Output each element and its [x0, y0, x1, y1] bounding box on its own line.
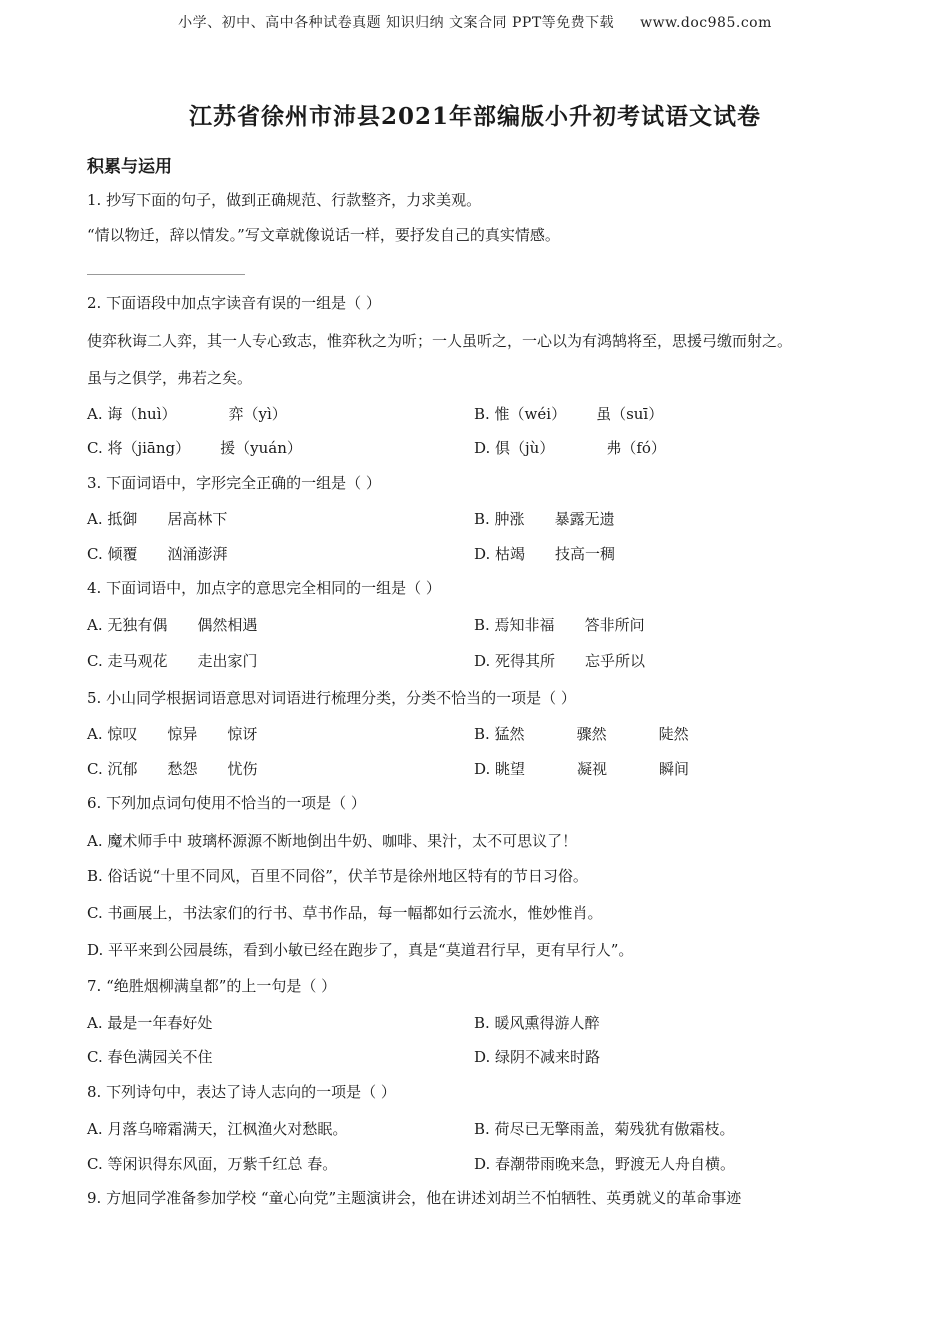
- q8-option-c: C. 等闲识得东风面，万紫千红总 春。: [87, 1155, 338, 1173]
- header-site: www.doc985.com: [640, 15, 772, 31]
- answer-blank-line: [87, 274, 245, 275]
- q2-option-b: B. 惟（wéi） 虽（suī）: [474, 405, 664, 423]
- q8-option-d: D. 春潮带雨晚来急，野渡无人舟自横。: [474, 1155, 736, 1173]
- q3-option-c: C. 倾覆 汹涌澎湃: [87, 545, 228, 563]
- q4-stem: 4. 下面词语中，加点字的意思完全相同的一组是（ ）: [87, 579, 441, 597]
- q6-option-a: A. 魔术师手中 玻璃杯源源不断地倒出牛奶、咖啡、果汁，太不可思议了！: [87, 832, 578, 850]
- q7-option-a: A. 最是一年春好处: [87, 1014, 213, 1032]
- q7-stem: 7. “绝胜烟柳满皇都”的上一句是（ ）: [87, 977, 337, 995]
- q2-passage-2: 虽与之俱学，弗若之矣。: [87, 369, 253, 387]
- q3-stem: 3. 下面词语中，字形完全正确的一组是（ ）: [87, 474, 381, 492]
- page-header: [0, 12, 950, 32]
- q5-stem: 5. 小山同学根据词语意思对词语进行梳理分类，分类不恰当的一项是（ ）: [87, 689, 576, 707]
- q4-option-a: A. 无独有偶 偶然相遇: [87, 616, 258, 634]
- q2-passage-1: 使弈秋诲二人弈，其一人专心致志，惟弈秋之为听；一人虽听之，一心以为有鸿鹄将至，思援弓缴而射之。: [87, 332, 793, 350]
- header-text: 小学、初中、高中各种试卷真题 知识归纳 文案合同 PPT等免费下载: [178, 15, 615, 31]
- q5-option-b: B. 猛然 骤然 陡然: [474, 725, 689, 743]
- q2-stem: 2. 下面语段中加点字读音有误的一组是（ ）: [87, 294, 381, 312]
- q2-option-c: C. 将（jiāng） 援（yuán）: [87, 439, 302, 457]
- q2-option-a: A. 诲（huì） 弈（yì）: [87, 405, 287, 423]
- q7-option-d: D. 绿阴不减来时路: [474, 1048, 601, 1066]
- q2-option-d: D. 俱（jù） 弗（fó）: [474, 439, 666, 457]
- q4-option-c: C. 走马观花 走出家门: [87, 652, 258, 670]
- q4-option-d: D. 死得其所 忘乎所以: [474, 652, 646, 670]
- q6-option-c: C. 书画展上，书法家们的行书、草书作品，每一幅都如行云流水，惟妙惟肖。: [87, 904, 603, 922]
- q3-option-a: A. 抵御 居高林下: [87, 510, 228, 528]
- q8-option-a: A. 月落乌啼霜满天，江枫渔火对愁眠。: [87, 1120, 348, 1138]
- q4-option-b: B. 焉知非福 答非所问: [474, 616, 645, 634]
- q3-option-d: D. 枯竭 技高一稠: [474, 545, 616, 563]
- q6-option-d: D. 平平来到公园晨练，看到小敏已经在跑步了，真是“莫道君行早，更有早行人”。: [87, 941, 634, 959]
- q5-option-c: C. 沉郁 愁怨 忧伤: [87, 760, 258, 778]
- q3-option-b: B. 肿涨 暴露无遗: [474, 510, 615, 528]
- q5-option-d: D. 眺望 凝视 瞬间: [474, 760, 690, 778]
- q6-stem: 6. 下列加点词句使用不恰当的一项是（ ）: [87, 794, 366, 812]
- q5-option-a: A. 惊叹 惊异 惊讶: [87, 725, 258, 743]
- q1-sentence: “情以物迁，辞以情发。”写文章就像说话一样，要抒发自己的真实情感。: [87, 226, 560, 244]
- exam-title: 江苏省徐州市沛县2021年部编版小升初考试语文试卷: [188, 103, 761, 130]
- q6-option-b: B. 俗话说“十里不同风，百里不同俗”，伏羊节是徐州地区特有的节日习俗。: [87, 867, 588, 885]
- q7-option-b: B. 暖风熏得游人醉: [474, 1014, 600, 1032]
- q8-stem: 8. 下列诗句中，表达了诗人志向的一项是（ ）: [87, 1083, 396, 1101]
- section-heading: 积累与运用: [87, 157, 172, 177]
- q9-stem: 9. 方旭同学准备参加学校 “童心向党”主题演讲会，他在讲述刘胡兰不怕牺牲、英勇就义的革命事迹: [87, 1189, 742, 1207]
- q8-option-b: B. 荷尽已无擎雨盖，菊残犹有傲霜枝。: [474, 1120, 735, 1138]
- q1-stem: 1. 抄写下面的句子，做到正确规范、行款整齐，力求美观。: [87, 191, 482, 209]
- q7-option-c: C. 春色满园关不住: [87, 1048, 213, 1066]
